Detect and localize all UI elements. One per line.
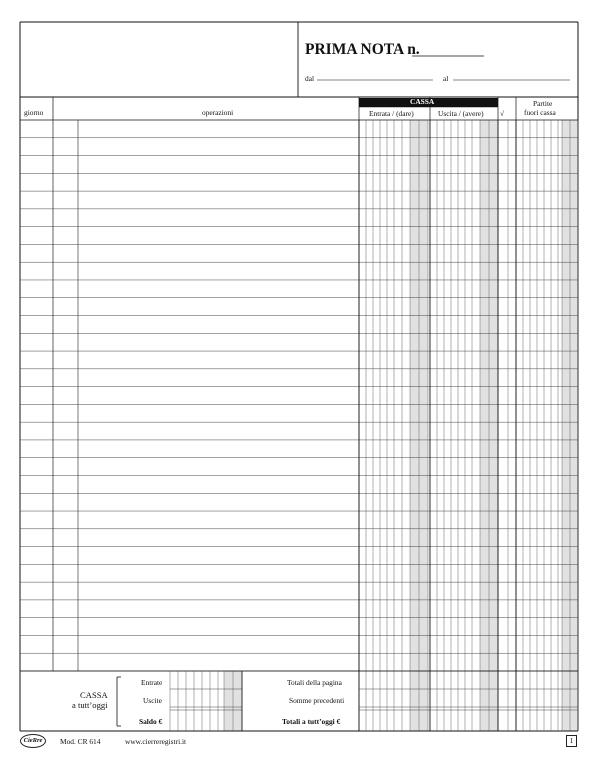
somme-precedenti-label: Somme precedenti (289, 696, 345, 705)
cassa-label: CASSA (80, 690, 108, 700)
cassa-sublabel: a tutt’oggi (72, 700, 108, 710)
giorno-header: giorno (24, 108, 44, 117)
saldo-label: Saldo € (139, 717, 163, 726)
partite-header-line1: Partite (533, 99, 553, 108)
cassa-header: CASSA (410, 97, 435, 106)
dal-label: dal (305, 74, 315, 83)
form-title: PRIMA NOTA n. (305, 41, 420, 58)
totali-pagina-label: Totali della pagina (287, 678, 342, 687)
check-header: √ (500, 109, 505, 118)
cierre-logo: CieRre (20, 734, 46, 748)
operazioni-header: operazioni (202, 108, 234, 117)
uscite-label: Uscite (143, 696, 162, 705)
entrate-label: Entrate (141, 678, 163, 687)
page-number: 1 (566, 735, 577, 747)
al-label: al (443, 74, 449, 83)
totali-oggi-label: Totali a tutt’oggi € (282, 717, 341, 726)
uscita-header: Uscita / (avere) (438, 109, 484, 118)
entrata-header: Entrata / (dare) (369, 109, 414, 118)
model-number: Mod. CR 614 (60, 737, 101, 746)
website: www.cierreregistri.it (125, 737, 187, 746)
partite-header-line2: fuori cassa (524, 108, 556, 117)
